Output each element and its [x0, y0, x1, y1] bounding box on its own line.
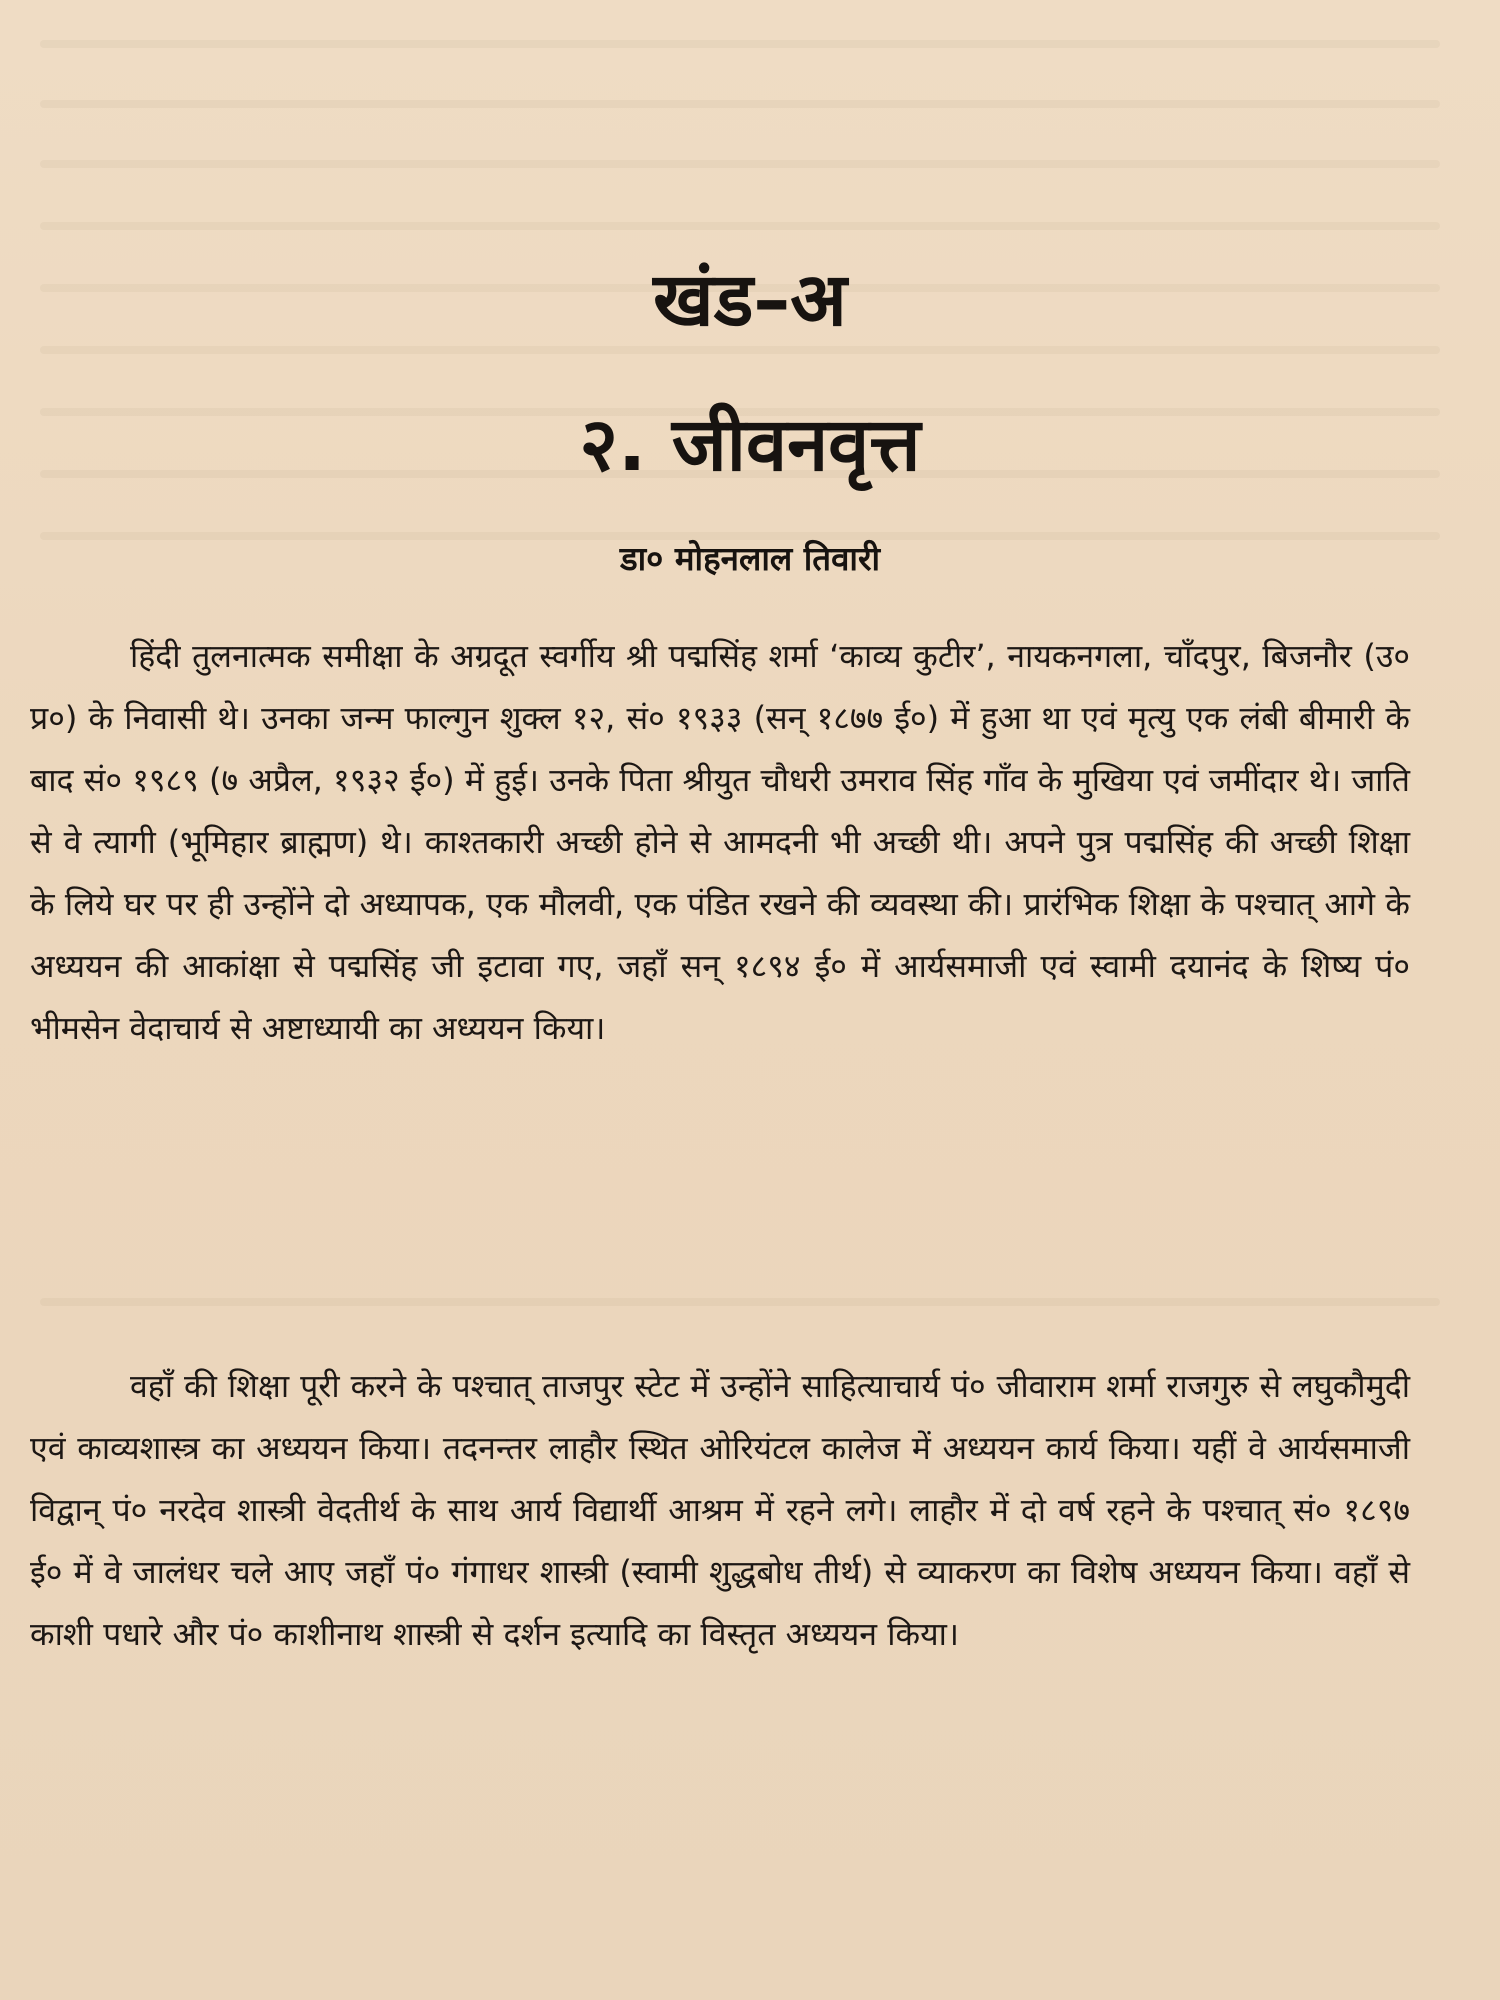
bleed-through-mark: [40, 40, 1440, 48]
paragraph-2: [30, 1355, 1410, 1665]
paragraph-1: [30, 625, 1410, 1059]
paragraph-text: हिंदी तुलनात्मक समीक्षा के अग्रदूत स्वर्गीय श्री पद्मसिंह शर्मा ‘काव्य कुटीर’, नायकनगला, चाँदपुर, बिजनौर (उ० प्र०) के निवासी थे। उनका जन्म फाल्गुन शुक्ल १२, सं० १९३३ (सन् १८७७ ई०) में हुआ था एवं मृत्यु एक लंबी बीमारी के बाद सं० १९८९ (७ अप्रैल, १९३२ ई०) में हुई। उनके पिता श्रीयुत चौधरी उमराव सिंह गाँव के मुखिया एवं जमींदार थे। जाति से वे त्यागी (भूमिहार ब्राह्मण) थे। काश्तकारी अच्छी होने से आमदनी भी अच्छी थी। अपने पुत्र पद्मसिंह की अच्छी शिक्षा के लिये घर पर ही उन्होंने दो अध्यापक, एक मौलवी, एक पंडित रखने की व्यवस्था की। प्रारंभिक शिक्षा के पश्चात् आगे के अध्ययन की आकांक्षा से पद्मसिंह जी इटावा गए, जहाँ सन् १८९४ ई० में आर्यसमाजी एवं स्वामी दयानंद के शिष्य पं० भीमसेन वेदाचार्य से अष्टाध्यायी का अध्ययन किया।: [30, 637, 1410, 1047]
author-name: डा० मोहनलाल तिवारी: [619, 539, 881, 578]
paragraph-text: वहाँ की शिक्षा पूरी करने के पश्चात् ताजपुर स्टेट में उन्होंने साहित्याचार्य पं० जीवाराम शर्मा राजगुरु से लघुकौमुदी एवं काव्यशास्त्र का अध्ययन किया। तदनन्तर लाहौर स्थित ओरियंटल कालेज में अध्ययन कार्य किया। यहीं वे आर्यसमाजी विद्वान् पं० नरदेव शास्त्री वेदतीर्थ के साथ आर्य विद्यार्थी आश्रम में रहने लगे। लाहौर में दो वर्ष रहने के पश्चात् सं० १८९७ ई० में वे जालंधर चले आए जहाँ पं० गंगाधर शास्त्री (स्वामी शुद्धबोध तीर्थ) से व्याकरण का विशेष अध्ययन किया। वहाँ से काशी पधारे और पं० काशीनाथ शास्त्री से दर्शन इत्यादि का विस्तृत अध्ययन किया।: [30, 1367, 1410, 1653]
bleed-through-mark: [40, 222, 1440, 230]
bleed-through-mark: [40, 160, 1440, 168]
bleed-through-mark: [40, 1298, 1440, 1306]
section-label: खंड–अ: [653, 257, 847, 343]
chapter-title: २. जीवनवृत्त: [579, 402, 921, 488]
bleed-through-mark: [40, 100, 1440, 108]
